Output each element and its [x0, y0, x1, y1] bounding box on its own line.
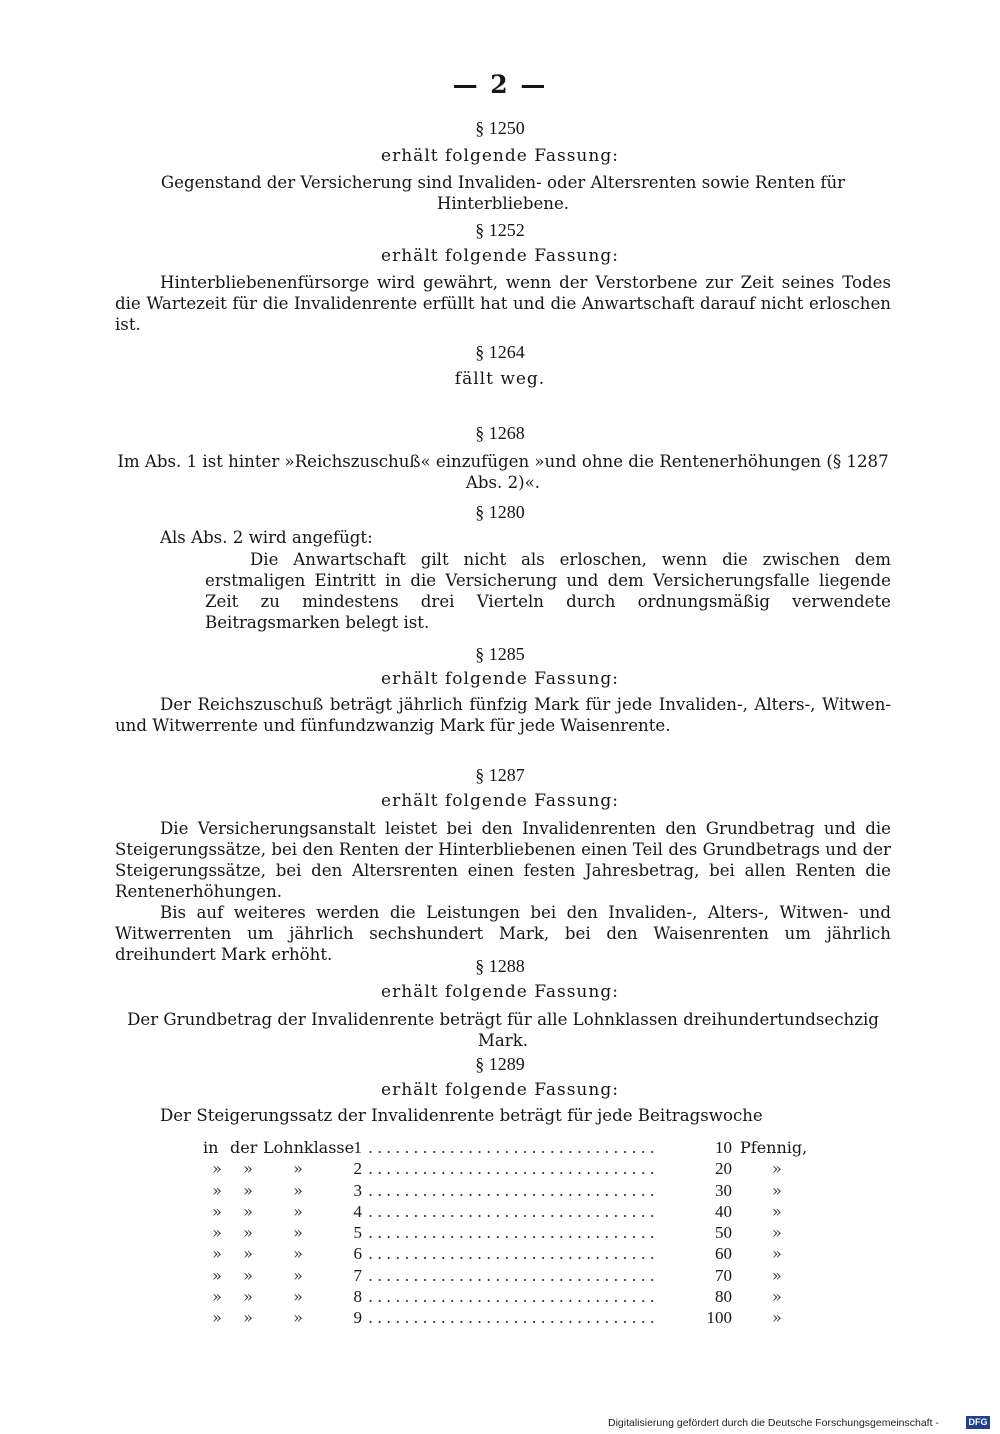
ditto-mark: » [293, 1201, 303, 1221]
intro-text: Als Abs. 2 wird angefügt: [160, 528, 373, 547]
row-label: in [203, 1138, 219, 1157]
table-row [160, 1287, 840, 1308]
section-heading-1289: § 1289 [475, 1054, 525, 1074]
ditto-mark: » [212, 1159, 222, 1179]
paragraph: Bis auf weiteres werden die Leistungen bei den Invaliden-, Alters-, Witwen- und Witwerrenten um jährlich sechshundert Mark, bei den Waisenrenten um jährlich dreihundert Mark erhöht. [115, 903, 891, 964]
ditto-mark: » [772, 1244, 782, 1264]
rate-value: 100 [706, 1308, 732, 1328]
dfg-logo: DFG [966, 1416, 990, 1429]
ditto-mark: » [293, 1159, 303, 1179]
ditto-mark: » [212, 1180, 222, 1200]
section-heading-1264: § 1264 [475, 342, 525, 362]
ditto-mark: » [772, 1308, 782, 1328]
paragraph: Der Reichszuschuß beträgt jährlich fünfzig Mark für jede Invaliden-, Alters-, Witwen- und Witwerrente und fünfundzwanzig Mark für jede Waisenrente. [115, 695, 891, 735]
table-row [160, 1308, 840, 1329]
table-row [160, 1159, 840, 1180]
ditto-mark: » [772, 1201, 782, 1221]
row-label: Lohnklasse [263, 1138, 355, 1157]
section-subheading-1252: erhält folgende Fassung: [381, 246, 619, 266]
table-row [160, 1138, 840, 1159]
ditto-mark: » [243, 1223, 253, 1243]
ditto-mark: » [243, 1201, 253, 1221]
section-subheading-1264: fällt weg. [454, 369, 546, 389]
ditto-mark: » [212, 1244, 222, 1264]
page-number: — 2 — [452, 70, 548, 99]
ditto-mark: » [243, 1244, 253, 1264]
section-heading-1268: § 1268 [475, 423, 525, 443]
rate-value: 10 [715, 1138, 732, 1157]
rate-value: 70 [715, 1265, 732, 1285]
ditto-mark: » [772, 1180, 782, 1200]
table-row [160, 1202, 840, 1223]
rate-table [160, 1138, 840, 1330]
section-heading-1285: § 1285 [475, 644, 525, 664]
paragraph: Im Abs. 1 ist hinter »Reichszuschuß« einzufügen »und ohne die Rentenerhöhungen (§ 1287 Abs. 2)«. [117, 452, 889, 492]
section-body-1252 [115, 272, 891, 335]
section-heading-1252: § 1252 [475, 220, 525, 240]
ditto-mark: » [243, 1159, 253, 1179]
ditto-mark: » [293, 1223, 303, 1243]
section-body-1268 [115, 451, 891, 493]
wage-class-number: 7 [353, 1265, 362, 1285]
wage-class-number: 3 [353, 1180, 362, 1200]
footer-credit: Digitalisierung gefördert durch die Deutsche Forschungsgemeinschaft - [608, 1417, 939, 1429]
ditto-mark: » [293, 1287, 303, 1307]
table-row [160, 1223, 840, 1244]
rate-value: 20 [715, 1159, 732, 1179]
section-body-1280 [205, 549, 891, 633]
section-heading-1250: § 1250 [475, 118, 525, 138]
section-body-1250 [115, 172, 891, 214]
section-subheading-1285: erhält folgende Fassung: [381, 669, 619, 689]
section-heading-1280: § 1280 [475, 502, 525, 522]
section-intro-1280 [160, 527, 890, 548]
row-label: der [230, 1138, 258, 1157]
paragraph: Die Anwartschaft gilt nicht als erloschen, wenn die zwischen dem erstmaligen Eintritt in die Versicherung und dem Versicherungsfalle liegende Zeit zu mindestens drei Vierteln durch ordnungsmäßig verwendete Beitragsmarken belegt ist. [205, 550, 891, 632]
section-subheading-1289: erhält folgende Fassung: [381, 1080, 619, 1100]
section-subheading-1288: erhält folgende Fassung: [381, 982, 619, 1002]
leader-dots: ................................ [368, 1265, 659, 1285]
ditto-mark: » [212, 1287, 222, 1307]
leader-dots: ................................ [368, 1201, 659, 1221]
section-subheading-1287: erhält folgende Fassung: [381, 791, 619, 811]
rate-value: 30 [715, 1180, 732, 1200]
wage-class-number: 1 [353, 1138, 362, 1157]
ditto-mark: » [293, 1265, 303, 1285]
rate-unit: Pfennig, [740, 1138, 808, 1157]
ditto-mark: » [212, 1223, 222, 1243]
wage-class-number: 5 [353, 1223, 362, 1243]
section-heading-1287: § 1287 [475, 765, 525, 785]
leader-dots: ................................ [368, 1180, 659, 1200]
wage-class-number: 6 [353, 1244, 362, 1264]
paragraph: Die Versicherungsanstalt leistet bei den Invalidenrenten den Grundbetrag und die Steigerungssätze, bei den Renten der Hinterbliebenen einen Teil des Grundbetrags und der Steigerungssätze, bei den Altersrenten einen festen Jahresbetrag, bei allen Renten die Rentenerhöhungen. [115, 819, 891, 901]
rate-value: 40 [715, 1201, 732, 1221]
ditto-mark: » [212, 1265, 222, 1285]
leader-dots: ................................ [368, 1308, 659, 1328]
leader-dots: ................................ [368, 1223, 659, 1243]
ditto-mark: » [772, 1287, 782, 1307]
ditto-mark: » [243, 1287, 253, 1307]
leader-dots: ................................ [368, 1287, 659, 1307]
table-row [160, 1181, 840, 1202]
ditto-mark: » [772, 1159, 782, 1179]
wage-class-number: 2 [353, 1159, 362, 1179]
table-row [160, 1266, 840, 1287]
wage-class-number: 4 [353, 1201, 362, 1221]
section-intro-1289: Der Steigerungssatz der Invalidenrente beträgt für jede Beitragswoche [160, 1106, 763, 1125]
rate-value: 50 [715, 1223, 732, 1243]
wage-class-number: 9 [353, 1308, 362, 1328]
rate-value: 60 [715, 1244, 732, 1264]
ditto-mark: » [293, 1180, 303, 1200]
section-body-1287 [115, 818, 891, 965]
section-subheading-1250: erhält folgende Fassung: [381, 146, 619, 166]
table-row [160, 1244, 840, 1265]
ditto-mark: » [212, 1201, 222, 1221]
ditto-mark: » [293, 1308, 303, 1328]
ditto-mark: » [243, 1180, 253, 1200]
wage-class-number: 8 [353, 1287, 362, 1307]
section-body-1285 [115, 694, 891, 736]
ditto-mark: » [243, 1265, 253, 1285]
rate-value: 80 [715, 1287, 732, 1307]
section-heading-1288: § 1288 [475, 956, 525, 976]
paragraph: Hinterbliebenenfürsorge wird gewährt, wenn der Verstorbene zur Zeit seines Todes die Wartezeit für die Invalidenrente erfüllt hat und die Anwartschaft darauf nicht erloschen ist. [115, 273, 891, 334]
paragraph: Der Grundbetrag der Invalidenrente beträgt für alle Lohnklassen dreihundertundsechzig Mark. [127, 1010, 879, 1050]
ditto-mark: » [212, 1308, 222, 1328]
leader-dots: ................................ [368, 1138, 659, 1157]
leader-dots: ................................ [368, 1244, 659, 1264]
ditto-mark: » [243, 1308, 253, 1328]
ditto-mark: » [772, 1265, 782, 1285]
ditto-mark: » [293, 1244, 303, 1264]
paragraph: Gegenstand der Versicherung sind Invaliden- oder Altersrenten sowie Renten für Hinterbliebene. [160, 173, 846, 213]
ditto-mark: » [772, 1223, 782, 1243]
section-body-1288 [115, 1009, 891, 1051]
leader-dots: ................................ [368, 1159, 659, 1179]
